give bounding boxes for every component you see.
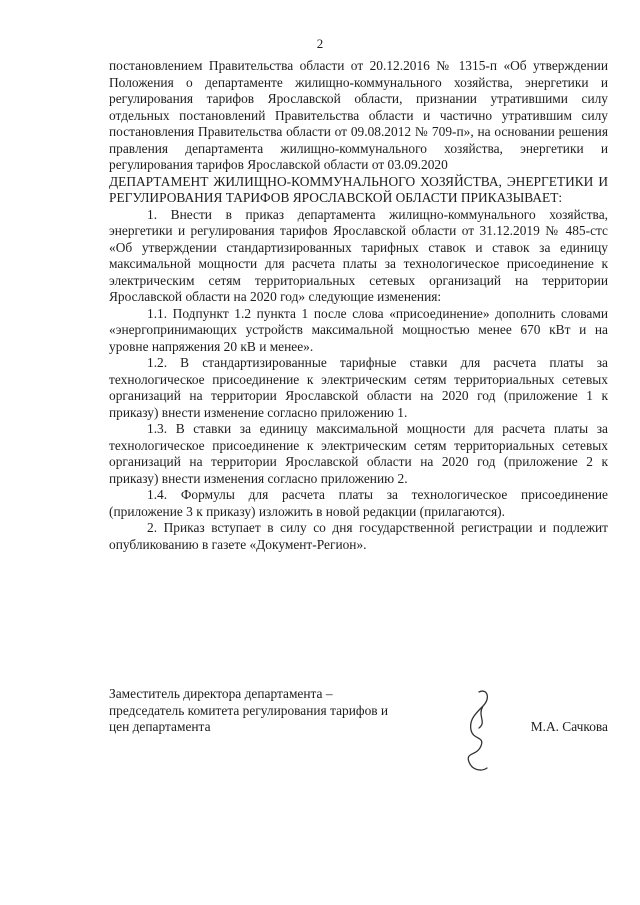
item-1: 1. Внести в приказ департамента жилищно-коммунального хозяйства, энергетики и регулирования тарифов Ярославской области от 31.12.2019 № 485-стс «Об утверждении стандартизированных тарифных ставок и ставок за единицу максимальной мощности для расчета платы за технологическое присоединение к электрическим сетям территориальных сетевых организаций на территории Ярославской области на 2020 год» следующие изменения: xyxy=(109,206,608,304)
item-2: 2. Приказ вступает в силу со дня государственной регистрации и подлежит опубликованию в газете «Документ-Регион». xyxy=(109,520,608,552)
order-heading: ДЕПАРТАМЕНТ ЖИЛИЩНО-КОММУНАЛЬНОГО ХОЗЯЙСТВА, ЭНЕРГЕТИКИ И РЕГУЛИРОВАНИЯ ТАРИФОВ ЯРОСЛАВСКОЙ ОБЛАСТИ ПРИКАЗЫВАЕТ: xyxy=(109,173,608,205)
signatory-name: М.А. Сачкова xyxy=(530,719,608,734)
item-1-1: 1.1. Подпункт 1.2 пункта 1 после слова «присоединение» дополнить словами «энергопринимающих устройств максимальной мощностью менее 670 кВт и на уровне напряжения 20 кВ и менее». xyxy=(109,305,608,354)
page-number: 2 xyxy=(316,36,324,51)
signature-block xyxy=(109,686,608,736)
document-body xyxy=(109,58,608,553)
item-1-3: 1.3. В ставки за единицу максимальной мощности для расчета платы за технологическое присоединение к электрическим сетям территориальных сетевых организаций на территории Ярославской области на 2020 год (приложение 2 к приказу) внести изменения согласно приложению 2. xyxy=(109,421,608,486)
preamble-paragraph: постановлением Правительства области от 20.12.2016 № 1315-п «Об утверждении Положения о департаменте жилищно-коммунального хозяйства, энергетики и регулирования тарифов Ярославской области, признании утратившими силу отдельных постановлений Правительства области и частично утратившим силу постановления Правительства области от 09.08.2012 № 709-п», на основании решения правления департамента жилищно-коммунального хозяйства, энергетики и регулирования тарифов Ярославской области от 03.09.2020 xyxy=(109,58,608,172)
item-1-4: 1.4. Формулы для расчета платы за технологическое присоединение (приложение 3 к приказу) изложить в новой редакции (прилагаются). xyxy=(109,487,608,519)
signatory-position: Заместитель директора департамента – председатель комитета регулирования тарифов и цен департамента xyxy=(109,686,389,734)
handwritten-signature xyxy=(457,686,507,781)
item-1-2: 1.2. В стандартизированные тарифные ставки для расчета платы за технологическое присоединение к электрическим сетям территориальных сетевых организаций на территории Ярославской области на 2020 год (приложение 1 к приказу) внести изменение согласно приложению 1. xyxy=(109,355,608,420)
